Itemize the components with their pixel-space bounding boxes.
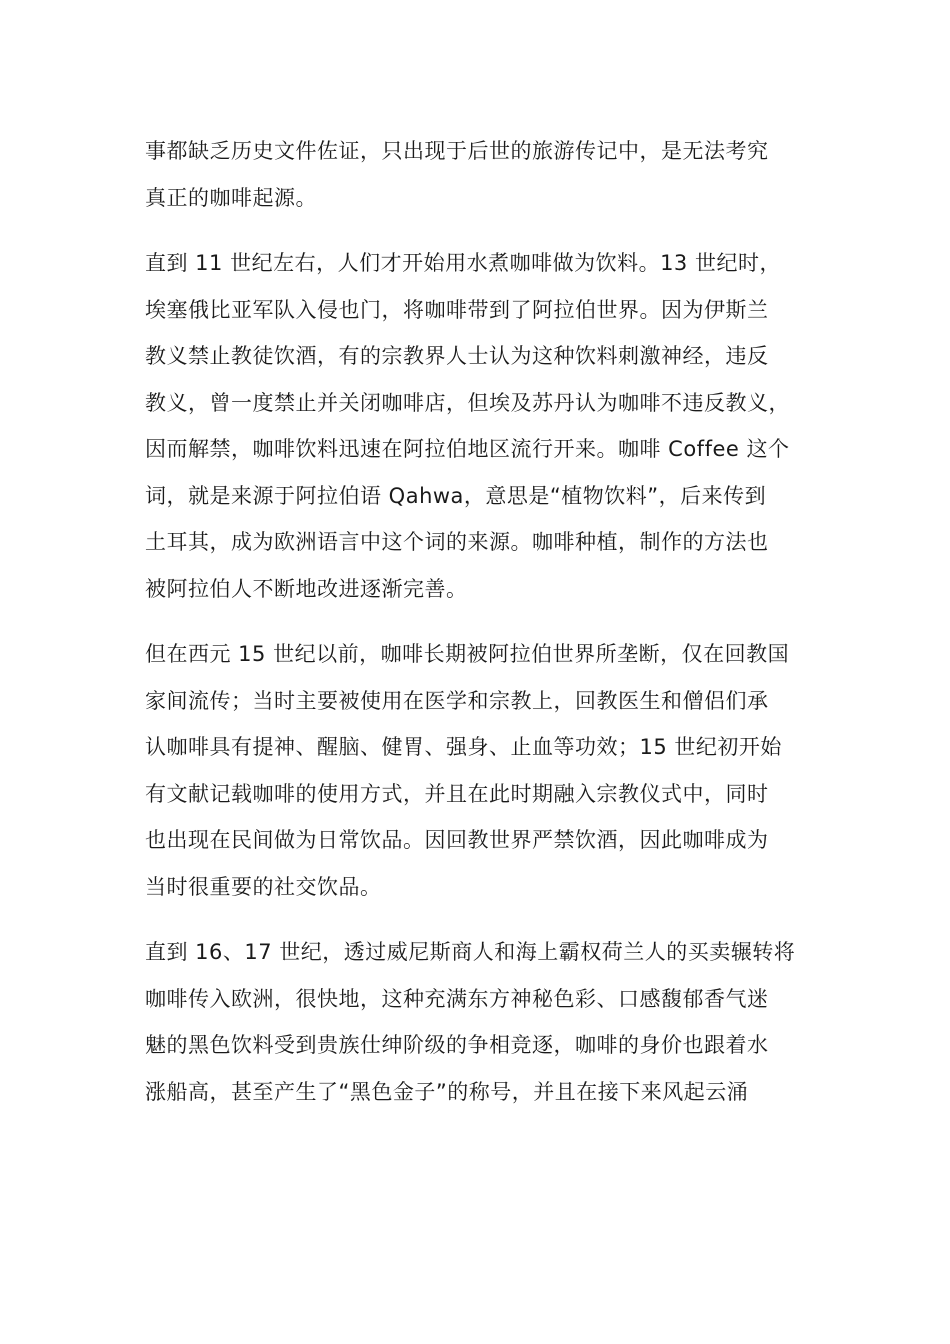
paragraph xyxy=(145,631,810,910)
text-line: 事都缺乏历史文件佐证，只出现于后世的旅游传记中，是无法考究 xyxy=(145,139,769,163)
text-line: 词，就是来源于阿拉伯语 Qahwa，意思是“植物饮料”，后来传到 xyxy=(145,483,767,508)
text-line: 教义禁止教徒饮酒，有的宗教界人士认为这种饮料刺激神经，违反 xyxy=(145,344,769,368)
text-line: 家间流传；当时主要被使用在医学和宗教上，回教医生和僧侣们承 xyxy=(145,688,769,713)
text-line: 魅的黑色饮料受到贵族仕绅阶级的争相竞逐，咖啡的身价也跟着水 xyxy=(145,1033,769,1057)
paragraph xyxy=(145,128,810,221)
text-line: 真正的咖啡起源。 xyxy=(145,185,317,210)
text-line: 有文献记载咖啡的使用方式，并且在此时期融入宗教仪式中，同时 xyxy=(145,781,769,806)
text-line: 直到 16、17 世纪，透过威尼斯商人和海上霸权荷兰人的买卖辗转将 xyxy=(145,940,796,964)
text-line: 教义，曾一度禁止并关闭咖啡店，但埃及苏丹认为咖啡不违反教义， xyxy=(145,390,790,415)
text-line: 也出现在民间做为日常饮品。因回教世界严禁饮酒，因此咖啡成为 xyxy=(145,828,769,852)
document-body xyxy=(145,128,810,1134)
text-line: 埃塞俄比亚军队入侵也门，将咖啡带到了阿拉伯世界。因为伊斯兰 xyxy=(145,297,769,322)
paragraph xyxy=(145,929,810,1115)
text-line: 土耳其，成为欧洲语言中这个词的来源。咖啡种植，制作的方法也 xyxy=(145,530,769,554)
text-line: 当时很重要的社交饮品。 xyxy=(145,874,382,899)
text-line: 涨船高，甚至产生了“黑色金子”的称号，并且在接下来风起云涌 xyxy=(145,1079,749,1104)
text-line: 认咖啡具有提神、醒脑、健胃、强身、止血等功效；15 世纪初开始 xyxy=(145,735,782,759)
text-line: 但在西元 15 世纪以前，咖啡长期被阿拉伯世界所垄断，仅在回教国 xyxy=(145,642,790,666)
paragraph xyxy=(145,240,810,612)
text-line: 因而解禁，咖啡饮料迅速在阿拉伯地区流行开来。咖啡 Coffee 这个 xyxy=(145,437,790,461)
text-line: 被阿拉伯人不断地改进逐渐完善。 xyxy=(145,576,468,601)
text-line: 咖啡传入欧洲，很快地，这种充满东方神秘色彩、口感馥郁香气迷 xyxy=(145,986,769,1011)
text-line: 直到 11 世纪左右，人们才开始用水煮咖啡做为饮料。13 世纪时， xyxy=(145,251,781,275)
